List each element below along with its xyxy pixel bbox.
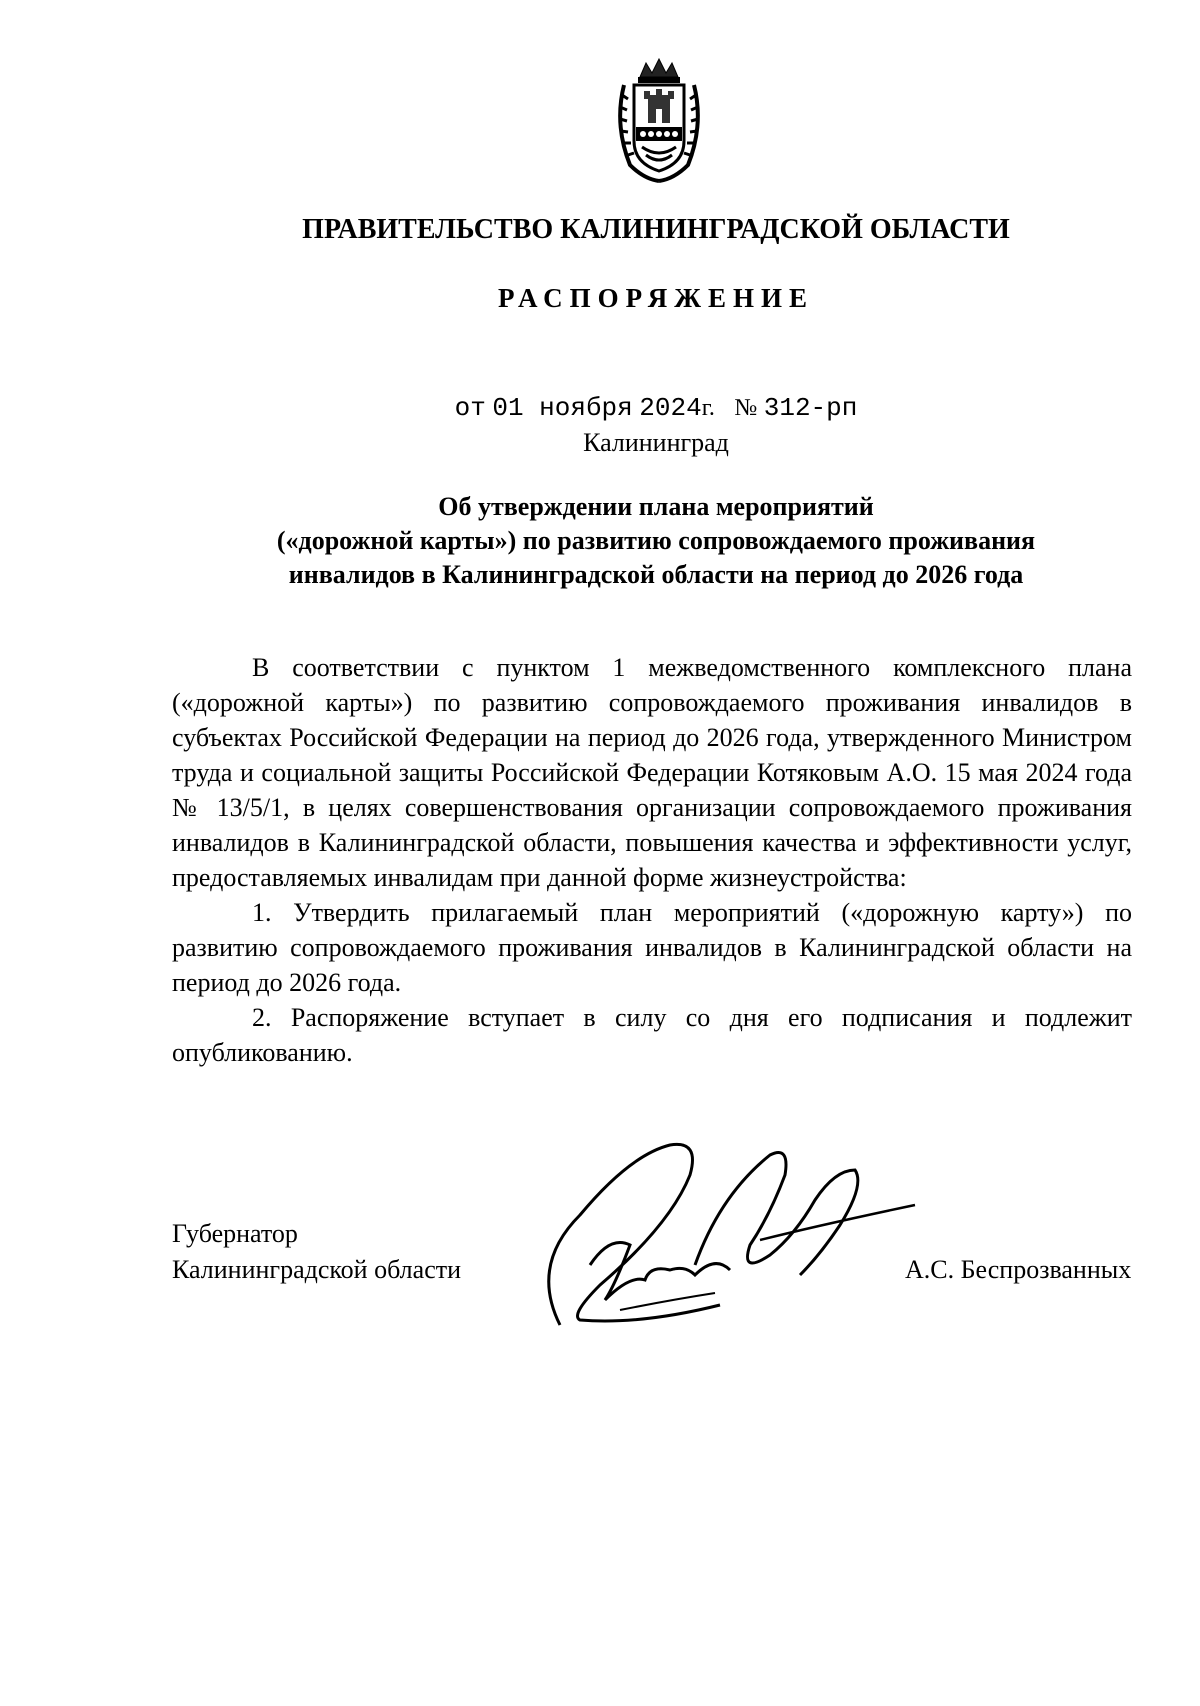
- date-year: 2024: [639, 393, 702, 423]
- number-sign: №: [734, 395, 758, 421]
- date-year-suffix: г.: [701, 395, 715, 421]
- title-line: Об утверждении плана мероприятий: [438, 492, 874, 521]
- title-line: инвалидов в Калининградской области на период до 2026 года: [288, 560, 1024, 589]
- body-paragraph-item-1: 1. Утвердить прилагаемый план мероприятий («дорожную карту») по развитию сопровождаемого проживания инвалидов в Калининградской области на период до 2026 года.: [172, 898, 1132, 997]
- body-paragraph-preamble: В соответствии с пунктом 1 межведомственного комплексного плана («дорожной карты») по развитию сопровождаемого проживания инвалидов в субъектах Российской Федерации на период до 2026 года, утвержденного Министром труда и социальной защиты Российской Федерации Котяковым А.О. 15 мая 2024 года № 13/5/1, в целях совершенствования организации сопровождаемого проживания инвалидов в Калининградской области, повышения качества и эффективности услуг, предоставляемых инвалидам при данной форме жизнеустройства:: [172, 653, 1132, 892]
- body-paragraph-item-2: 2. Распоряжение вступает в силу со дня его подписания и подлежит опубликованию.: [172, 1003, 1132, 1067]
- signatory-name: А.С. Беспрозванных: [905, 1255, 1132, 1284]
- coat-of-arms-icon: [610, 55, 708, 183]
- position-line-2: Калининградской области: [172, 1255, 462, 1284]
- document-body: [172, 650, 1132, 1070]
- organization-title: ПРАВИТЕЛЬСТВО КАЛИНИНГРАДСКОЙ ОБЛАСТИ: [302, 214, 1010, 245]
- position-line-1: Губернатор: [172, 1219, 298, 1248]
- title-line: («дорожной карты») по развитию сопровождаемого проживания: [276, 526, 1036, 555]
- document-subject-title: [230, 490, 1082, 592]
- date-number-line: [0, 392, 1200, 423]
- document-type: РАСПОРЯЖЕНИЕ: [497, 283, 815, 313]
- city-name: Калининград: [583, 428, 729, 457]
- date-prefix: от: [454, 393, 486, 423]
- handwritten-signature: [520, 1115, 920, 1345]
- document-number: 312-рп: [763, 393, 858, 423]
- date-value: 01 ноября: [492, 393, 633, 423]
- signatory-position: [172, 1216, 461, 1288]
